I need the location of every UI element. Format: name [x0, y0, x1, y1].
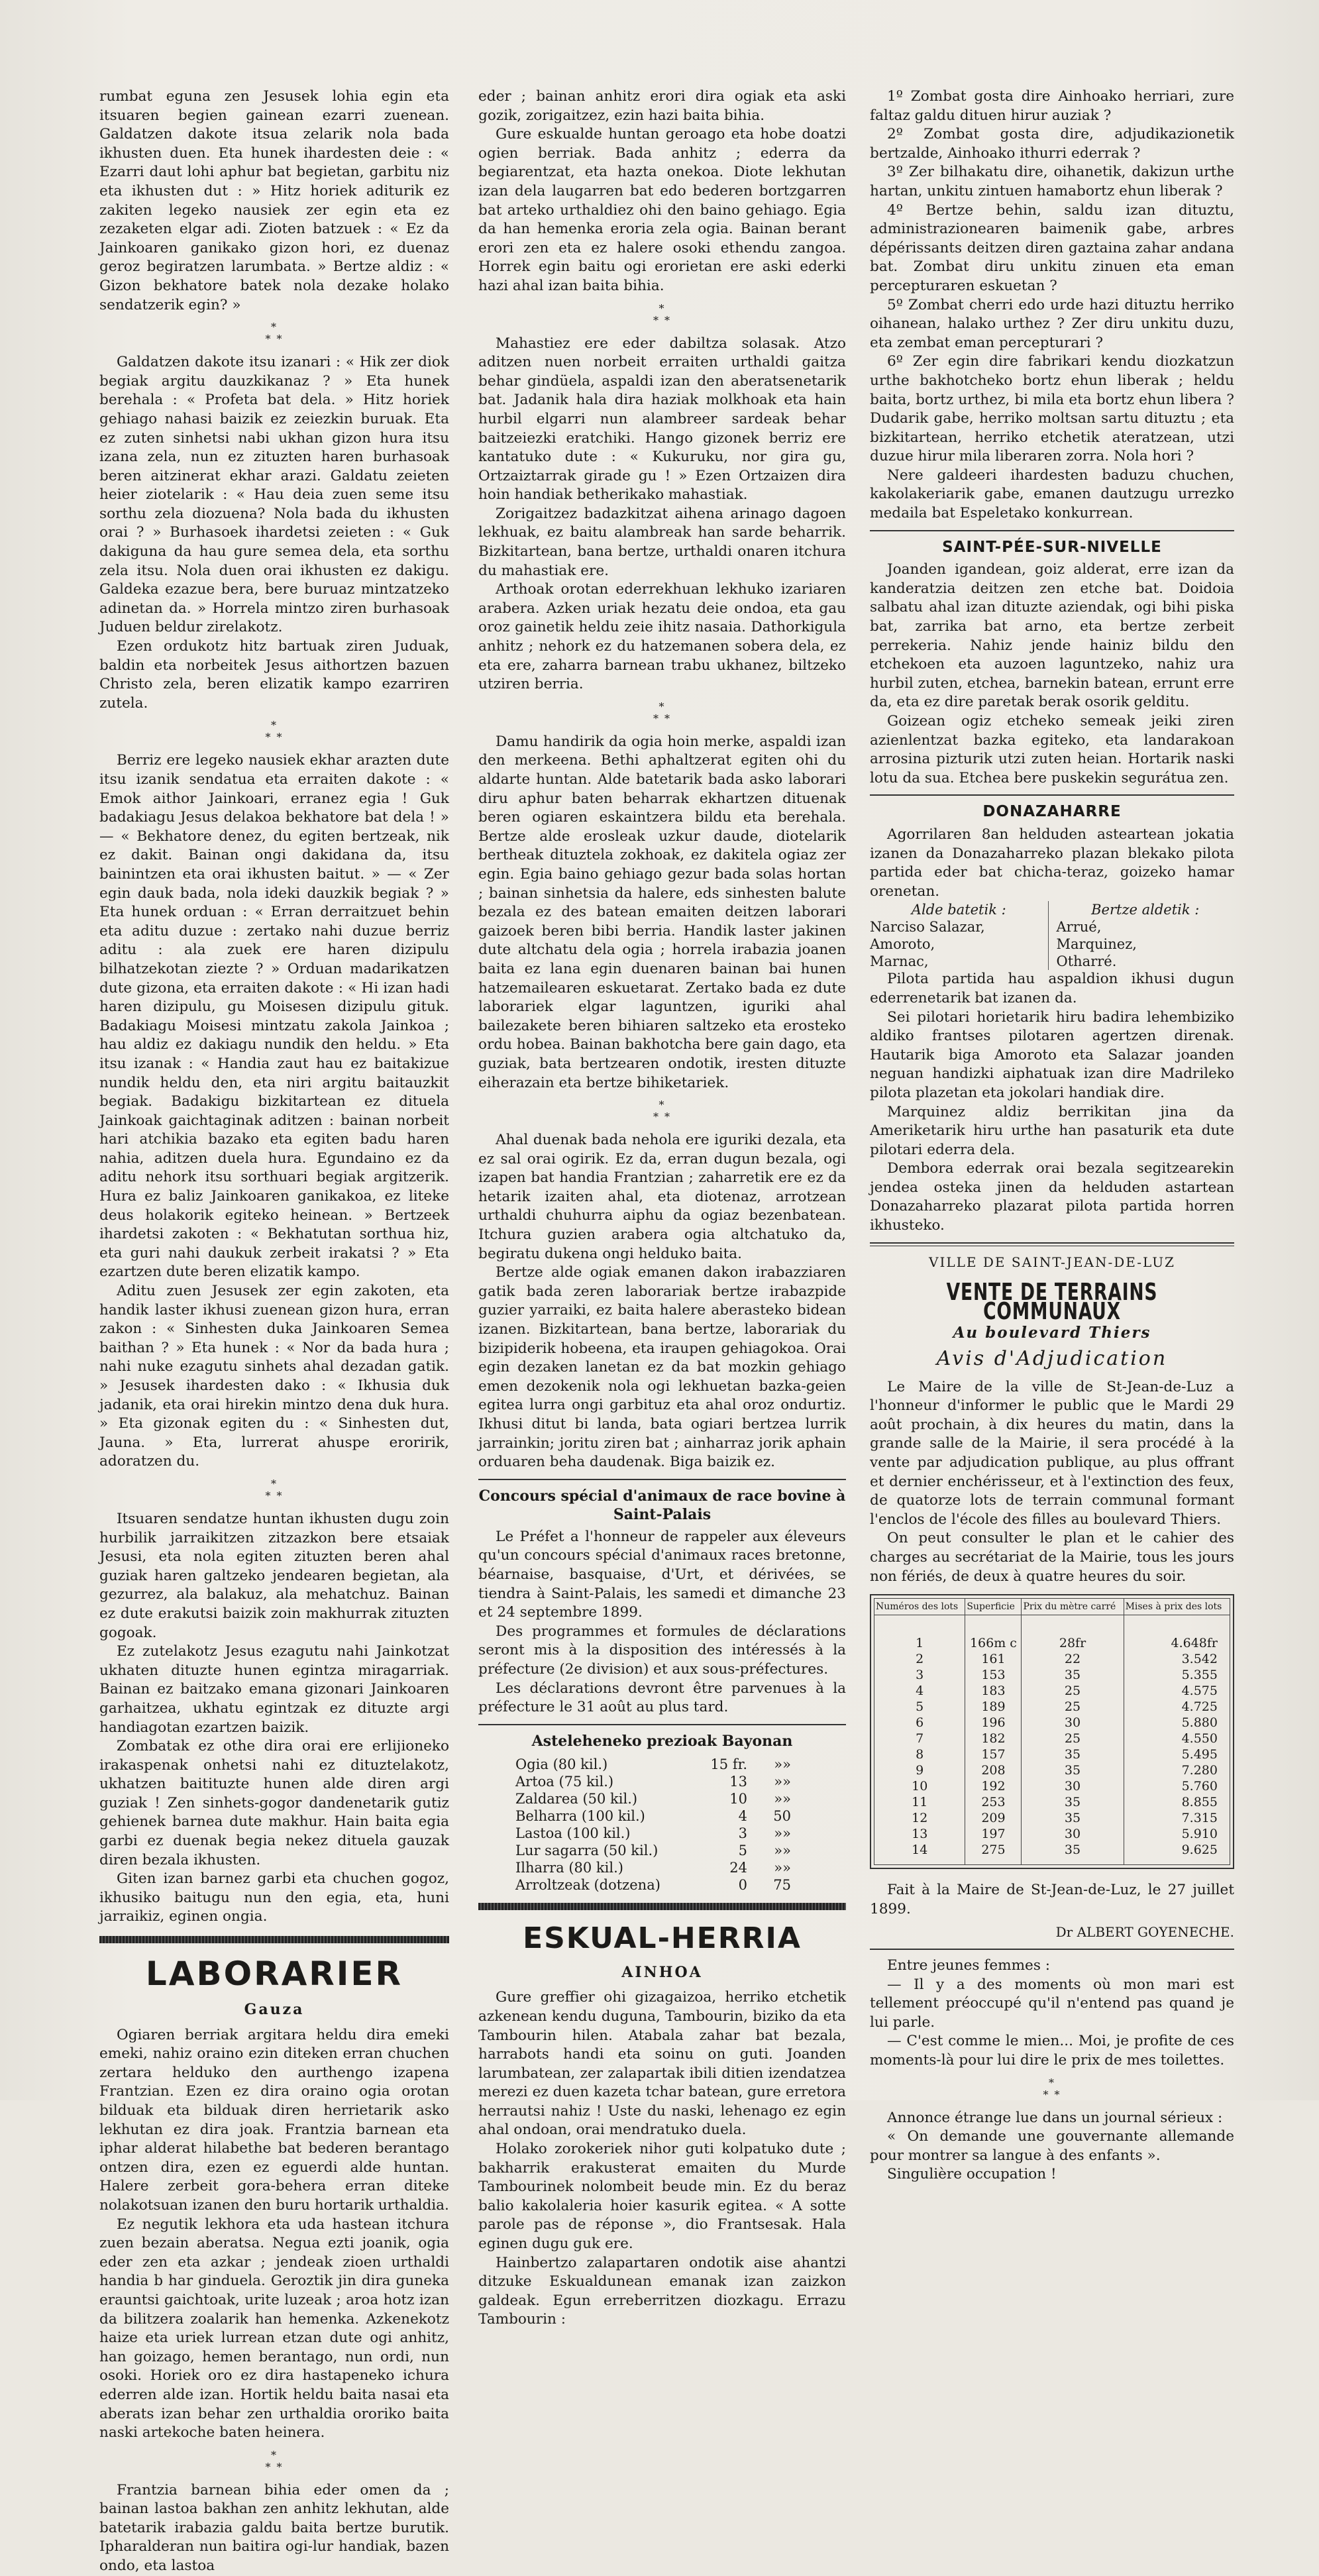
table-cell: 8	[874, 1746, 965, 1762]
table-cell: 4.550	[1124, 1731, 1230, 1746]
separator-stars: * * *	[1043, 2076, 1061, 2101]
ad-avis: Avis d'Adjudication	[936, 1347, 1168, 1371]
price-cell: 75	[773, 1876, 791, 1893]
player-name: Otharré.	[1056, 953, 1117, 970]
table-header-cell: Prix du mètre carré	[1022, 1599, 1124, 1615]
table-cell: 1	[874, 1615, 965, 1652]
article-paragraph: Le Maire de la ville de St-Jean-de-Luz a l'honneur d'informer le public que le Mardi 29 août prochain, à dix heures du matin, dans la grande salle de la Mairie, il sera procédé à la vente par adjudication publique, au plus offrant et dernier enchérisseur, et à l'extinction des feux, de quatorze lots de terrain communal formant l'enclos de l'école des filles au boulevard Thiers.	[870, 1378, 1234, 1528]
section-rule	[870, 530, 1234, 531]
price-row	[515, 1859, 846, 1876]
price-row	[515, 1842, 846, 1859]
column-middle	[478, 87, 846, 2330]
price-cell: 10	[729, 1790, 747, 1807]
article-paragraph: Itsuaren sendatze huntan ikhusten dugu zoin hurbilik jarraikitzen zitzazkon bere etsaiak Jesusi, eta nola egiten zituzten beren ahal guziak haren galtzeko jendearen begietan, ala gezurrez, ala balakuz, ala mehatchuz. Bainan ez dute erakutsi baizik zoin makhurrak zituzten gogoak.	[99, 1510, 449, 1641]
article-paragraph: Hainbertzo zalapartaren ondotik aise ahantzi ditzuke Eskualdunean emanak izan zaizkon galdeak. Egun erreberritzen diozkagu. Errazu Tambourin :	[478, 2254, 846, 2328]
table-cell: 209	[965, 1810, 1022, 1826]
article-paragraph: Zorigaitzez badazkitzat aihena arinago dagoen lekhuak, ez baitu alambreak han sarde beharrik. Bizkitartean, bana bertze, urthaldi onaren itchura du mahastiak ere.	[478, 505, 846, 579]
table-cell: 4.725	[1124, 1699, 1230, 1715]
column-right	[870, 87, 1234, 2184]
question-paragraph: Nere galdeeri ihardesten baduzu chuchen, kakolakeriarik gabe, emanen dautzugu urrezko medaila bat Espeletako konkurrean.	[870, 466, 1234, 522]
article-paragraph: Dembora ederrak orai bezala segitzearekin jendea osteka jinen da helduden astartean Donazaharreko plazarat pilota partida horren ikhusteko.	[870, 1160, 1234, 1234]
table-cell: 183	[965, 1683, 1022, 1699]
question-paragraph: 2º Zombat gosta dire, adjudikazionetik bertzalde, Ainhoako ithurri ederrak ?	[870, 126, 1234, 162]
article-paragraph: Sei pilotari horietarik hiru badira lehembiziko aldiko frantses pilotaren agertzen direnak. Hautarik biga Amoroto eta Salazar joanden neguan handizki aiphatuak izan dire Madrileko pilota plazetan eta jokolari handiak dire.	[870, 1008, 1234, 1101]
table-cell: 3.542	[1124, 1651, 1230, 1667]
section-title-eskual-herria: ESKUAL-HERRIA	[523, 1921, 802, 1955]
article-paragraph: On peut consulter le plan et le cahier des charges au secrétariat de la Mairie, tous les jours non fériés, de deux à quatre heures du soir.	[870, 1530, 1234, 1585]
price-row	[515, 1756, 846, 1773]
player-name: Amoroto,	[870, 936, 935, 953]
section-subtitle: AINHOA	[621, 1963, 703, 1981]
article-paragraph: « On demande une gouvernante allemande pour montrer sa langue à des enfants ».	[870, 2128, 1234, 2164]
article-paragraph: — C'est comme le mien... Moi, je profite de ces moments-là pour lui dire le prix de mes toilettes.	[870, 2033, 1234, 2068]
table-cell: 157	[965, 1746, 1022, 1762]
table-row	[874, 1810, 1230, 1826]
price-cell: Lastoa (100 kil.)	[515, 1825, 631, 1841]
article-paragraph: Les déclarations devront être parvenues à la préfecture le 31 août au plus tard.	[478, 1680, 846, 1716]
article-paragraph: Pilota partida hau aspaldion ikhusi dugun ederrenetarik bat izanen da.	[870, 971, 1234, 1006]
table-cell: 25	[1022, 1699, 1124, 1715]
table-cell: 189	[965, 1699, 1022, 1715]
section-rule	[870, 1949, 1234, 1950]
article-paragraph: Annonce étrange lue dans un journal sérieux :	[887, 2109, 1223, 2126]
table-cell: 4.575	[1124, 1683, 1230, 1699]
table-header-cell: Numéros des lots	[874, 1599, 965, 1615]
article-paragraph: Galdatzen dakote itsu izanari : « Hik zer diok begiak argitu dauzkikanaz ? » Eta hunek berehala : « Profeta bat dela. » Hitz horiek gehiago nahasi baizik ez zeiezkin buruak. Eta ez zuten sinhetsi nabi ukhan gizon hura itsu izana zela, nun ez zituzten haren burhasoak beren aitzinerat ekhar arazi. Galdatu zeieten heier ziotelarik : « Hau deia zuen seme itsu sorthu zela diozuena? Nola bada du ikhusten orai ? » Burhasoek ihardetsi zeieten : « Guk dakiguna da hau gure semea dela, eta sorthu zela itsu. Nola duen orai ikhusten ez dakigu. Galdeka ezazue bera, bere buruaz mintzatzeko adinetan da. » Horrela mintzo ziren burhasoak Juduen beldur zirelakotz.	[99, 354, 449, 636]
article-paragraph: Fait à la Maire de St-Jean-de-Luz, le 27 juillet 1899.	[870, 1882, 1234, 1917]
table-cell: 7.280	[1124, 1762, 1230, 1778]
price-cell: Ilharra (80 kil.)	[515, 1859, 623, 1876]
table-cell: 35	[1022, 1667, 1124, 1683]
separator-stars: * * *	[265, 321, 284, 346]
table-cell: 4.648fr	[1124, 1615, 1230, 1652]
place-title-donazaharre: DONAZAHARRE	[982, 803, 1122, 821]
table-row	[874, 1826, 1230, 1842]
article-paragraph: Agorrilaren 8an helduden asteartean jokatia izanen da Donazaharreko plazan blekako pilota partida eder bat chicha-teraz, goizeko hamar orenetan.	[870, 826, 1234, 900]
article-paragraph: Ezen ordukotz hitz bartuak ziren Juduak, baldin eta norbeitek Jesus aithortzen bazuen Christo zela, beren elizatik kampo ezarriren zutela.	[99, 638, 449, 712]
table-cell: 35	[1022, 1794, 1124, 1810]
table-row	[874, 1715, 1230, 1731]
article-paragraph: Entre jeunes femmes :	[887, 1957, 1051, 1974]
article-paragraph: Ez negutik lekhora eta uda hastean itchura zuen bezain aberatsa. Negua ezti joanik, ogia eder zen eta azkar ; jendeak zioen urthaldi handia b har ginduela. Geroztik jin dira guneka erauntsi gaichtoak, urite luzeak ; aroa hotz izan da bilitzera zoalarik han hemenka. Azkenekotz haize eta uriek lurrean etzan dute ogi anhitz, han goizago, hemen berantago, nun ordi, nun osoki. Horiek oro ez dira hastapeneko ichura ederren alde izan. Hortik heldu baita nasai eta aberats izan behar zen urthaldia ororiko baita naski artekoche baten heinera.	[99, 2216, 449, 2442]
article-paragraph: rumbat eguna zen Jesusek lohia egin eta itsuaren begien gainean ezarri zuenean. Galdatzen dakote itsua zelarik nola bada ikhusten duen. Eta hunek ihardesten deie : « Ezarri daut lohi aphur bat begietan, garbitu niz eta ikhusten dut : » Hitz horiek aditurik ez zakiten legeko nausiek zer egin eta ez zezaketen elgar adi. Zioten batzuek : « Ez da Jainkoaren ganikako gizon hori, ez duenaz geroz begiratzen larumbata. » Bertze aldiz : « Gizon bekhatore batek nola dezake holako sendatzerik egin? »	[99, 88, 449, 313]
table-row	[874, 1731, 1230, 1746]
price-row	[515, 1825, 846, 1842]
section-subtitle: Gauza	[244, 2001, 305, 2019]
separator-stars: * * *	[265, 1477, 284, 1502]
table-cell: 30	[1022, 1715, 1124, 1731]
price-cell: Ogia (80 kil.)	[515, 1756, 608, 1772]
price-cell: Arroltzeak (dotzena)	[515, 1876, 660, 1893]
table-row	[874, 1794, 1230, 1810]
table-cell: 9.625	[1124, 1842, 1230, 1865]
article-paragraph: Goizean ogiz etcheko semeak jeiki ziren azienlentzat bazka egiteko, eta landarakoan arrosina pizturik utzi zuten heian. Hortarik naski lotu da sua. Etchea bere puskekin segurátua zen.	[870, 713, 1234, 786]
article-paragraph: Ez zutelakotz Jesus ezagutu nahi Jainkotzat ukhaten dituzte hunen egintza miragarriak. Bainan ez baitzako emana gizonari Jainkoaren garhaitzea, ukhatu egintzak ez dituzte argi handiagotan ezartzen baizik.	[99, 1643, 449, 1736]
section-title-laborarier: LABORARIER	[145, 1955, 403, 1994]
article-paragraph: Le Préfet a l'honneur de rappeler aux éleveurs qu'un concours spécial d'animaux races bretonne, béarnaise, basquaise, d'Urt, et dérivées, se tiendra à Saint-Palais, les samedi et dimanche 23 et 24 septembre 1899.	[478, 1528, 846, 1621]
table-cell: 196	[965, 1715, 1022, 1731]
section-rule	[478, 1903, 846, 1910]
table-cell: 7	[874, 1731, 965, 1746]
team-b-heading: Bertze aldetik :	[1091, 902, 1200, 918]
table-cell: 166m c	[965, 1615, 1022, 1652]
lots-table	[874, 1598, 1230, 1865]
section-rule	[478, 1479, 846, 1480]
table-cell: 5	[874, 1699, 965, 1715]
table-row	[874, 1683, 1230, 1699]
table-cell: 9	[874, 1762, 965, 1778]
table-cell: 35	[1022, 1842, 1124, 1865]
table-cell: 25	[1022, 1731, 1124, 1746]
price-cell: 4	[738, 1807, 747, 1824]
table-row	[874, 1651, 1230, 1667]
table-cell: 35	[1022, 1762, 1124, 1778]
section-rule	[99, 1936, 449, 1943]
prices-title: Asteleheneko prezioak Bayonan	[531, 1732, 793, 1750]
article-paragraph: Gure greffier ohi gizagaizoa, herriko etchetik azkenean kendu duguna, Tambourin, biziko da eta Tambourin hilen. Atabala zahar bat bezala, harrabots handi eta soinu on guti. Joanden larumbatean, zer zalapartak ibili ditien izendatzea merezi ez duen kazeta tchar batean, gure erretora herrautsi nahiz ! Uste du naski, lehenago ez egin ahal ondoan, orai mendratuko duela.	[478, 1989, 846, 2139]
table-row	[874, 1699, 1230, 1715]
question-paragraph: 6º Zer egin dire fabrikari kendu diozkatzun urthe bakhotcheko bortz ehun liberak ; heldu baita, bortz urthez, bi mila eta bortz ehun libera ? Dudarik gabe, herriko moltsan sartu dituztu ; eta bizkitartean, herriko etchetik ateratzean, utzi duzue hirur mila liberaren zorra. Nola hori ?	[870, 353, 1234, 465]
table-cell: 35	[1022, 1810, 1124, 1826]
ad-city: VILLE DE SAINT-JEAN-DE-LUZ	[929, 1254, 1175, 1270]
signature: Dr ALBERT GOYENECHE.	[1055, 1924, 1234, 1941]
concours-title: Concours spécial d'animaux de race bovine à Saint-Palais	[478, 1487, 846, 1523]
table-cell: 5.880	[1124, 1715, 1230, 1731]
table-cell: 4	[874, 1683, 965, 1699]
article-paragraph: Marquinez aldiz berrikitan jina da Ameriketarik hiru urthe han pasaturik eta dute pilotari ederra dela.	[870, 1103, 1234, 1158]
article-paragraph: Aditu zuen Jesusek zer egin zakoten, eta handik laster ikhusi zuenean gizon hura, erran zakon : « Sinhesten duka Jainkoaren Semea baithan ? » Eta hunek : « Nor da bada hura ; nahi nuke ezagutu sinhets ahal dezadan gatik. » Jesusek ihardesten dako : « Ikhusia duk jadanik, eta orai hirekin mintzo dena duk hura. » Eta gizonak egiten du : « Sinhesten dut, Jauna. » Eta, lurrerat ahuspe eroririk, adoratzen du.	[99, 1283, 449, 1470]
price-row	[515, 1876, 846, 1894]
pelota-teams	[870, 901, 1234, 970]
table-cell: 182	[965, 1731, 1022, 1746]
team-a-heading: Alde batetik :	[911, 902, 1006, 918]
article-paragraph: — Il y a des moments où mon mari est tellement préoccupé qu'il n'entend pas quand je lui parle.	[870, 1976, 1234, 2031]
article-paragraph: Mahastiez ere eder dabiltza solasak. Atzo aditzen nuen norbeit erraiten urthaldi gaitza behar gindüela, aspaldi izan den aberatsenetarik bat. Jadanik hala dira haziak molkhoak eta hain hurbil elgarri nun alambreer sardeak behar baitzeiezki eratchiki. Hango gizonek berriz ere kantatuko dute : « Kukuruku, nor gira gu, Ortzaiztarrak girade gu ! » Ezen Ortzaizen dira hoin handiak betherikako mahastiak.	[478, 335, 846, 504]
table-cell: 208	[965, 1762, 1022, 1778]
table-header-cell: Superficie	[965, 1599, 1022, 1615]
table-cell: 6	[874, 1715, 965, 1731]
article-paragraph: Bertze alde ogiak emanen dakon irabazziaren gatik bada zeren laborariak bertze irabazpide guzier yarraiki, ez baita halere aberasteko bidean izanen. Bizkitartean, bana bertze, laborariak du bizipiderik hobeena, eta iraupen gehiagokoa. Orai egin dezaken lanetan ez da bat mozkin gehiago emen dezokenik nola ogi lekhuetan bazka-geien egitea lurra ongi garbituz eta ahal oroz ondurtiz. Ikhusi ditut bi landa, bata ogiari bertzea lurrik jarrainkin; joritu ziren bat ; ainharraz jorik aphain orduaren beha daudenak. Biga baizik ez.	[478, 1264, 846, 1471]
price-cell: »»	[774, 1790, 791, 1807]
table-cell: 35	[1022, 1746, 1124, 1762]
table-cell: 30	[1022, 1826, 1124, 1842]
price-row	[515, 1790, 846, 1807]
table-row	[874, 1778, 1230, 1794]
price-cell: »»	[774, 1756, 791, 1772]
section-rule	[478, 1724, 846, 1725]
player-name: Marquinez,	[1056, 936, 1137, 953]
article-paragraph: eder ; bainan anhitz erori dira ogiak eta aski gozik, zorigaitzez, ezin hazi baita bihia.	[478, 88, 846, 124]
article-paragraph: Gure eskualde huntan geroago eta hobe doatzi ogien berriak. Bada anhitz ; ederra da begiarentzat, eta hazta onekoa. Diote lekhutan izan dela laugarren bat edo bederen bortzgarren bat arteko urthaldiez ohi den baino gehiago. Egia da han hemenka eroria zela ogia. Bainan berant erori zen eta ez halere osoki ethendu zangoa. Horrek egin baitu ogi erorietan ere aski ederki hazi ahal izan baita bihia.	[478, 126, 846, 294]
question-paragraph: 1º Zombat gosta dire Ainhoako herriari, zure faltaz galdu dituen hirur auziak ?	[870, 88, 1234, 124]
separator-stars: * * *	[265, 2448, 284, 2473]
article-paragraph: Holako zorokeriek nihor guti kolpatuko dute ; bakharrik erakusterat emaiten du Murde Tambourinek nolombeit beude min. Ez du beraz balio kakolaleria hoier kasurik egitea. « A sotte parole pas de réponse », dio Frantsesak. Hala eginen dugu guk ere.	[478, 2141, 846, 2253]
question-paragraph: 5º Zombat cherri edo urde hazi dituztu herriko oihanean, halako urthez ? Zer diru unkitu duzu, eta zembat eman percepturari ?	[870, 296, 1234, 351]
table-cell: 28fr	[1022, 1615, 1124, 1652]
article-paragraph: Singulière occupation !	[887, 2166, 1057, 2183]
question-paragraph: 4º Bertze behin, saldu izan dituztu, administrazionearen baimenik gabe, arbres dépérissants deitzen diren gaztaina zahar andana bat. Zombat diru unkitu zinuen eta eman percepturaren eskuetan ?	[870, 201, 1234, 294]
price-cell: 5	[738, 1842, 747, 1858]
price-cell: Lur sagarra (50 kil.)	[515, 1842, 659, 1858]
table-cell: 197	[965, 1826, 1022, 1842]
player-name: Narciso Salazar,	[870, 919, 985, 936]
separator-stars: * * *	[653, 301, 672, 327]
article-paragraph: Joanden igandean, goiz alderat, erre izan da kanderatzia deitzen zen etche bat. Doidoia salbatu ahal izan dituzte aziendak, ogi bihi piska bat, zarrika bat arno, eta bertze zerbeit perrekeria. Nahiz jende hainiz bildu den etchekoen eta auzoen laguntzeko, nahiz ura hurbil zuten, etchea, barnekin batean, errunt erre da, eta ez dire paretak berak osorik gelditu.	[870, 561, 1234, 711]
article-paragraph: Giten izan barnez garbi eta chuchen gogoz, ikhusiko baitugu nun den egia, eta, huni jarraikiz, eginen ongia.	[99, 1870, 449, 1925]
price-cell: »»	[774, 1825, 791, 1841]
price-cell: 15 fr.	[710, 1756, 747, 1772]
table-row	[874, 1762, 1230, 1778]
table-cell: 275	[965, 1842, 1022, 1865]
separator-stars: * * *	[265, 719, 284, 744]
price-cell: »»	[774, 1842, 791, 1858]
article-paragraph: Zombatak ez othe dira orai ere erlijioneko irakaspenak onhetsi nahi ez dituztelakotz, ukhatzen baitituzte hunen alde diren argi guziak ! Zen sinhets-gogor dandenetarik gutiz gehienek barnea dute makhur. Hain baita egia garbi ez duenak begia nekez dituela gauzak diren bezala ikhusten.	[99, 1738, 449, 1868]
section-rule	[870, 794, 1234, 796]
price-cell: 3	[738, 1825, 747, 1841]
price-cell: 50	[773, 1807, 791, 1824]
table-cell: 5.910	[1124, 1826, 1230, 1842]
price-cell: Zaldarea (50 kil.)	[515, 1790, 638, 1807]
article-paragraph: Frantzia barnean bihia eder omen da ; bainan lastoa bakhan zen anhitz lekhutan, alde batetarik irabazia galdu baita bertze burutik. Ipharalderan nun baitira ogi-lur handiak, bazen ondo, eta lastoa	[99, 2481, 449, 2575]
table-row	[874, 1615, 1230, 1652]
table-cell: 3	[874, 1667, 965, 1683]
price-cell: 13	[729, 1773, 747, 1790]
price-cell: Artoa (75 kil.)	[515, 1773, 614, 1790]
table-header-cell: Mises à prix des lots	[1124, 1599, 1230, 1615]
article-paragraph: Des programmes et formules de déclarations seront mis à la disposition des intéressés à la préfecture (2e division) et aux sous-préfectures.	[478, 1623, 846, 1678]
column-left	[99, 87, 449, 2576]
table-cell: 5.760	[1124, 1778, 1230, 1794]
lots-table-frame	[870, 1594, 1234, 1869]
table-cell: 5.355	[1124, 1667, 1230, 1683]
table-cell: 25	[1022, 1683, 1124, 1699]
article-paragraph: Arthoak orotan ederrekhuan lekhuko izariaren arabera. Azken uriak hezatu deie ondoa, eta gau oroz gainetik heldu zeie ihitz nasaia. Dathorkigula anhitz ; nehork ez du hatzemanen sobera dela, ez eta ere, zaharra barnean trabu ukhanez, biltzeko utziren berria.	[478, 581, 846, 693]
player-name: Marnac,	[870, 953, 929, 970]
question-paragraph: 3º Zer bilhakatu dire, oihanetik, dakizun urthe hartan, unkitu zintuen hamabortz ehun liberak ?	[870, 164, 1234, 199]
separator-stars: * * *	[653, 700, 672, 725]
price-cell: »»	[774, 1773, 791, 1790]
article-paragraph: Berriz ere legeko nausiek ekhar arazten dute itsu izanik sendatua eta erraiten dakote : « Emok aithor Jainkoari, erranez egia ! Guk badakiagu Jesus delakoa bekhatore bat dela ! » — « Bekhatore denez, du egiten bertzeak, nik ez dakit. Bainan ongi dakidana da, itsu bainintzen eta orai ikhusten baitut. » — « Zer egin dauk bada, nola ideki dauzkik begiak ? » Eta hunek orduan : « Erran derraitzuet behin eta aditu duzue : zertako nahi duzue berriz aditu : ala zuek ere haren dizipulu bilhatzekotan ziezte ? » Orduan madarikatzen dute gizona, eta erraiten dakote : « Hi izan hadi haren dizipulu, gu Moisesen dizipulu gituk. Badakiagu Moisesi mintzatu zakola Jainkoa ; hau aldiz ez dakiagu nundik den heldu. » Eta itsu izanak : « Handia zaut hau ez baitakizue nundik heldu den, eta niri argitu baitauzkit begiak. Badakigu bizkitartean ez dituela Jainkoak gaichtaginak aditzen : bainan norbeit hari atchikia bazako eta egiten badu haren nahia, aditzen duela hura. Egundaino ez da aditu nehork itsu sorthuari begiak argitzerik. Hura ez baliz Jainkoaren ganikakoa, ez liteke deus holakorik egiteko heinean. » Bertzeek ihardetsi zakoten : « Bekhatutan sorthua hiz, eta guri nahi daukuk zerbeit irakatsi ? » Eta ezartzen dute beren elizatik kampo.	[99, 752, 449, 1281]
table-cell: 253	[965, 1794, 1022, 1810]
team-b	[1049, 901, 1235, 970]
table-cell: 10	[874, 1778, 965, 1794]
ad-subtitle: Au boulevard Thiers	[953, 1324, 1151, 1342]
table-cell: 2	[874, 1651, 965, 1667]
table-cell: 14	[874, 1842, 965, 1865]
price-cell: 0	[738, 1876, 747, 1893]
place-title-spn: SAINT-PÉE-SUR-NIVELLE	[942, 538, 1162, 556]
table-cell: 153	[965, 1667, 1022, 1683]
table-cell: 8.855	[1124, 1794, 1230, 1810]
price-list	[515, 1756, 846, 1894]
price-cell: 24	[729, 1859, 747, 1876]
price-row	[515, 1807, 846, 1825]
player-name: Arrué,	[1056, 919, 1102, 936]
table-cell: 22	[1022, 1651, 1124, 1667]
price-row	[515, 1773, 846, 1790]
table-cell: 11	[874, 1794, 965, 1810]
price-cell: »»	[774, 1859, 791, 1876]
table-cell: 12	[874, 1810, 965, 1826]
table-row	[874, 1746, 1230, 1762]
table-cell: 30	[1022, 1778, 1124, 1794]
table-row	[874, 1842, 1230, 1865]
article-paragraph: Damu handirik da ogia hoin merke, aspaldi izan den merkeena. Bethi aphaltzerat egiten ohi du aldarte huntan. Alde batetarik bada asko laborari diru aphur baten beharrak ekhartzen dituenak beren ogiaren eskaintzera bildu eta berehala. Bertze alde erosleak uzkur daude, diotelarik bertheak dituztela zokhoak, ez dakitela ogiaz zer egin. Egia baino gehiago gezur bada solas hortan ; bainan sinhetsia da halere, eds sinhesten balute bezala ez des batean emaiten deitzen laborari gaizoek beren bibi berria. Handik laster jakinen dute altchatu dela ogia ; horrela irabazia joanen baita ez lana egin duenaren bainan bai hunen hatzemailearen eskuetarat. Zertako bada ez dute laborariek elgar laguntzen, iguriki ahal bailezakete beren bihiaren saltzeko eta erosteko ordu hobea. Bainan bakhotcha bere gain dago, eta guziak, bata bertzearen ondotik, iresten dituzte eiherazain eta bertze bihiketariek.	[478, 733, 846, 1091]
section-rule	[870, 1242, 1234, 1246]
team-a	[870, 901, 1049, 970]
table-cell: 192	[965, 1778, 1022, 1794]
table-row	[874, 1667, 1230, 1683]
price-cell: Belharra (100 kil.)	[515, 1807, 645, 1824]
table-cell: 161	[965, 1651, 1022, 1667]
table-cell: 5.495	[1124, 1746, 1230, 1762]
ad-title: VENTE DE TERRAINS COMMUNAUX	[946, 1279, 1158, 1325]
table-cell: 13	[874, 1826, 965, 1842]
table-cell: 7.315	[1124, 1810, 1230, 1826]
article-paragraph: Ahal duenak bada nehola ere iguriki dezala, eta ez sal orai ogirik. Ez da, erran dugun bezala, ogi izapen bat handia Frantzian ; zaharretik ere ez da hetarik izaiten ahal, eta diotenaz, arrotzean urthaldi chuhurra aiphu da ogiaz bezenbatean. Itchura guzien arabera ogia altchatuko da, begiratu dukena ongi helduko baita.	[478, 1132, 846, 1262]
separator-stars: * * *	[653, 1099, 672, 1124]
article-paragraph: Ogiaren berriak argitara heldu dira emeki emeki, nahiz oraino ezin diteken erran chuchen zertara helduko den aurthengo izapena Frantzian. Ezen ez dira oraino ogia orotan bilduak eta bilduak diren herrietarik asko lekhutan ez dira joak. Frantzia barnean eta iphar alderat hilabethe bat bederen berantago ontzen dira, ezen ez eguerdi alde huntan. Halere zerbeit gora-behera erran diteke nolakotsuan izanen den buru hortarik urthaldia.	[99, 2026, 449, 2214]
